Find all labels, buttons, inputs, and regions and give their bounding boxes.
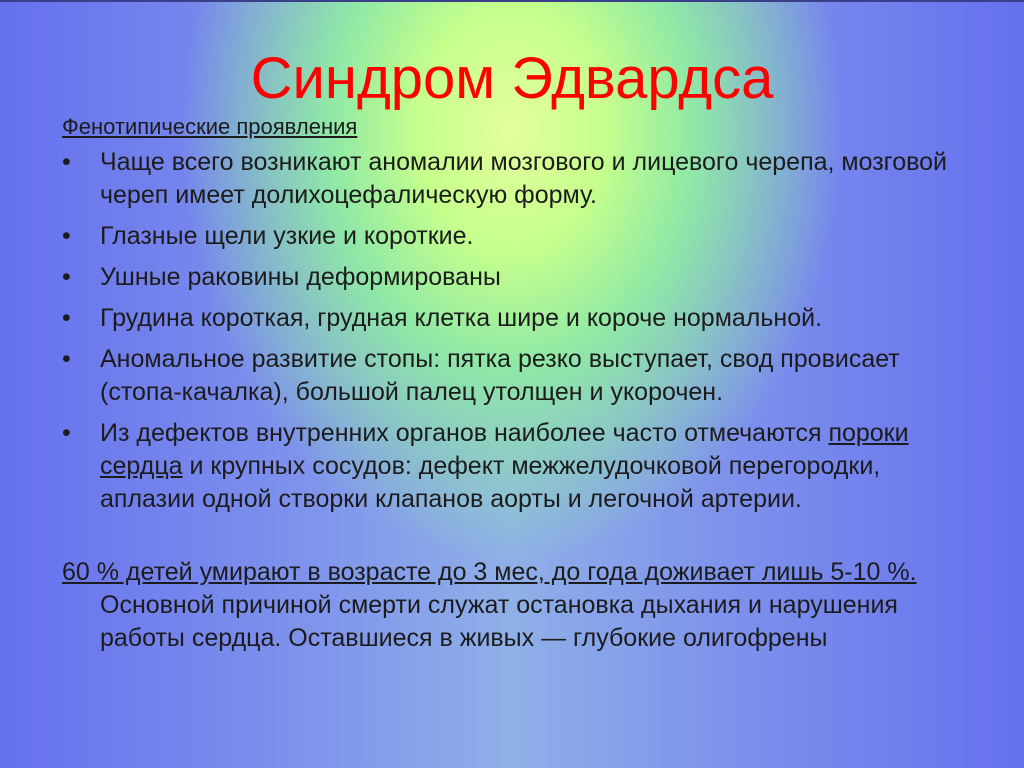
underlined-term: пороки сердца [100,419,909,480]
bullet-marker: • [62,304,71,332]
bullet-item [62,302,982,335]
mortality-statistic: 60 % детей умирают в возрасте до 3 мес, до года доживает лишь 5-10 %. [62,558,917,586]
top-divider [0,0,1024,2]
bullet-item [62,146,982,212]
bullet-text-part: и крупных сосудов: дефект межжелудочковой перегородки, аплазии одной створки клапанов аорты и легочной артерии. [100,452,881,513]
mortality-paragraph [62,556,982,655]
bullet-marker: • [62,222,71,250]
bullet-marker: • [62,345,71,373]
bullet-text: Ушные раковины деформированы [100,263,501,291]
bullet-marker: • [62,419,71,447]
bullet-marker: • [62,148,71,176]
bullet-item [62,343,982,409]
bullet-item [62,220,982,253]
mortality-text: Основной причиной смерти служат остановка дыхания и нарушения работы сердца. Оставшиеся в живых — глубокие олигофрены [100,591,898,652]
bullet-text: Аномальное развитие стопы: пятка резко выступает, свод провисает (стопа-качалка), большой палец утолщен и укорочен. [100,345,900,406]
bullet-text: Глазные щели узкие и короткие. [100,222,474,250]
bullet-list [62,146,982,516]
bullet-item [62,417,982,516]
bullet-item [62,261,982,294]
slide-content [62,112,982,655]
bullet-text-part: Из дефектов внутренних органов наиболее часто отмечаются [100,419,829,447]
bullet-marker: • [62,263,71,291]
slide-subtitle: Фенотипические проявления [62,114,358,139]
bullet-text: Грудина короткая, грудная клетка шире и короче нормальной. [100,304,823,332]
slide-title: Синдром Эдвардса [250,46,774,111]
bullet-text: Чаще всего возникают аномалии мозгового и лицевого черепа, мозговой череп имеет долихоцефалическую форму. [100,148,948,209]
